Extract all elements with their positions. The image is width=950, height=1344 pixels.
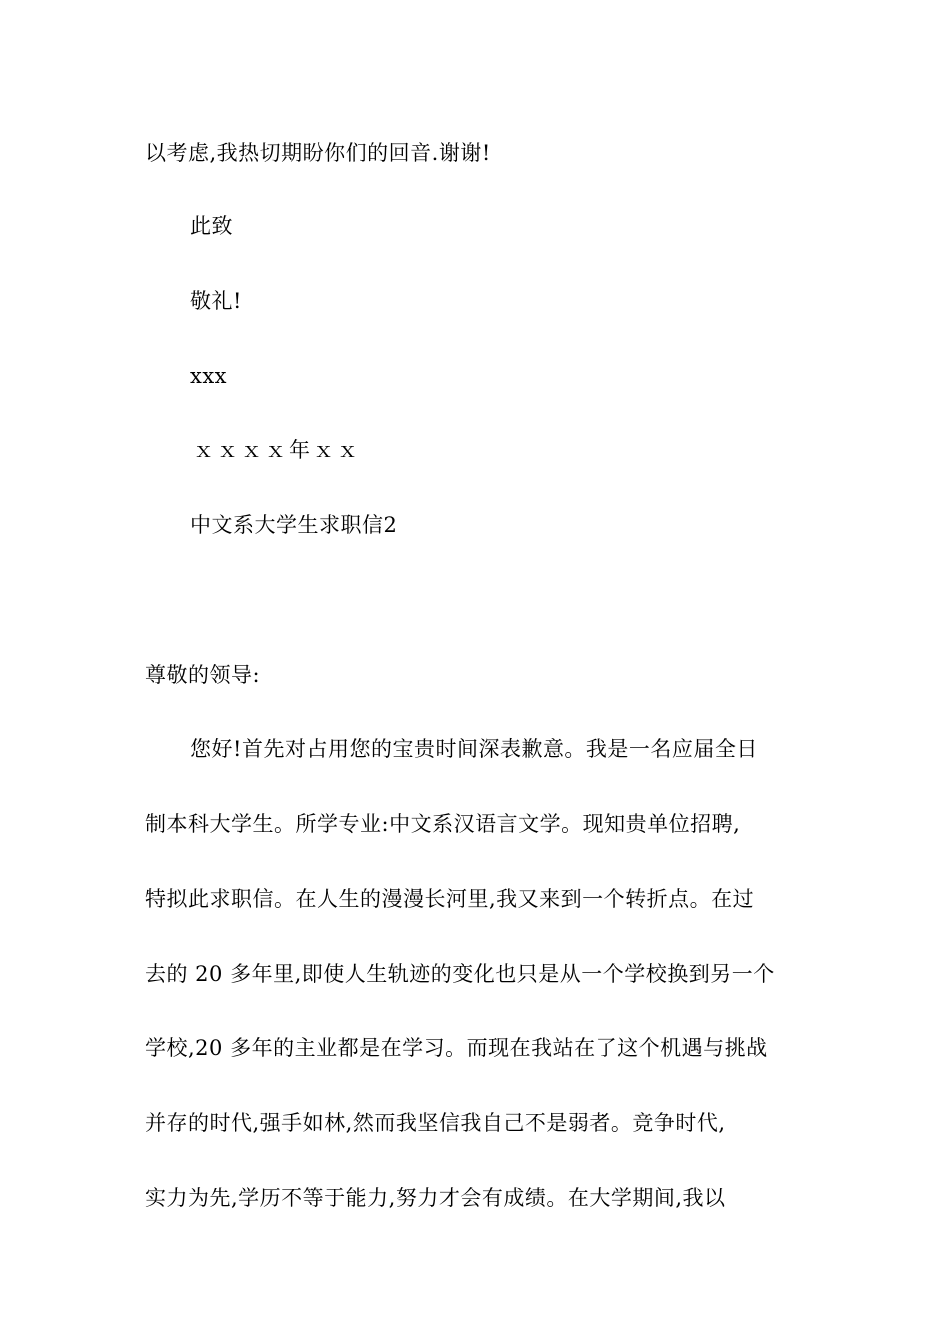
body-line-5: 学校,20 多年的主业都是在学习。而现在我站在了这个机遇与挑战 xyxy=(145,1036,768,1060)
signature-name: xxx xyxy=(190,364,228,388)
letter2-greeting: 尊敬的领导: xyxy=(145,663,261,687)
closing-phrase-1: 此致 xyxy=(190,214,233,238)
body-line-1: 您好!首先对占用您的宝贵时间深表歉意。我是一名应届全日 xyxy=(190,737,758,761)
closing-phrase-2: 敬礼! xyxy=(190,289,242,313)
body-line-3: 特拟此求职信。在人生的漫漫长河里,我又来到一个转折点。在过 xyxy=(145,887,755,911)
body-line-4: 去的 20 多年里,即使人生轨迹的变化也只是从一个学校换到另一个 xyxy=(145,962,775,986)
body-line-6: 并存的时代,强手如林,然而我坚信我自己不是弱者。竞争时代, xyxy=(145,1111,726,1135)
letter1-continuation-text: 以考虑,我热切期盼你们的回音.谢谢! xyxy=(145,141,491,165)
letter2-heading: 中文系大学生求职信2 xyxy=(190,513,398,537)
body-line-7: 实力为先,学历不等于能力,努力才会有成绩。在大学期间,我以 xyxy=(145,1186,726,1210)
letter-date: ｘｘｘｘ年ｘｘ xyxy=(193,438,361,462)
body-line-2: 制本科大学生。所学专业:中文系汉语言文学。现知贵单位招聘, xyxy=(145,812,741,836)
